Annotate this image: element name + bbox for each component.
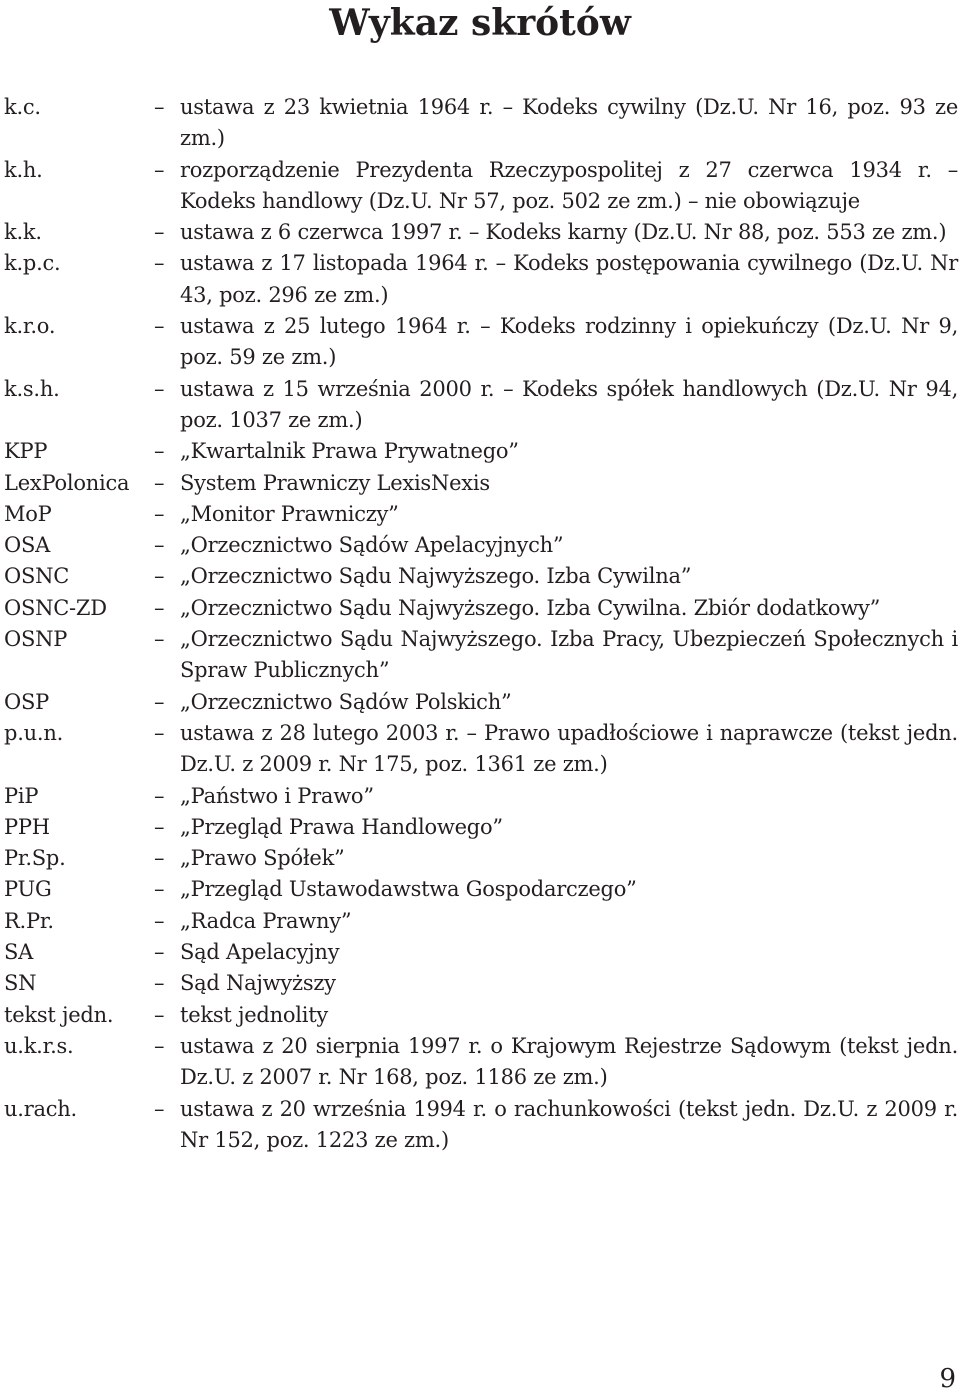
- abbreviation-definition: ustawa z 28 lutego 2003 r. – Prawo upadłościowe i naprawcze (tekst jedn. Dz.U. z 2009 r. Nr 175, poz. 1361 ze zm.): [180, 720, 958, 777]
- abbreviation-entry: [4, 843, 958, 874]
- abbreviation-entry: [4, 593, 958, 624]
- dash-separator: –: [154, 689, 165, 714]
- abbreviation-definition: ustawa z 20 września 1994 r. o rachunkowości (tekst jedn. Dz.U. z 2009 r. Nr 152, poz. 1223 ze zm.): [180, 1096, 958, 1152]
- abbreviation-definition: „Prawo Spółek”: [180, 846, 345, 871]
- abbreviation-entry: [4, 968, 958, 999]
- abbreviation: MoP: [4, 501, 52, 526]
- abbreviation-definition: Sąd Najwyższy: [180, 971, 336, 996]
- abbreviation-definition: ustawa z 15 września 2000 r. – Kodeks spółek handlowych (Dz.U. Nr 94, poz. 1037 ze zm.): [180, 376, 958, 432]
- page-title: Wykaz skrótów: [329, 2, 631, 44]
- abbreviation-entry: [4, 436, 958, 467]
- abbreviation-definition: ustawa z 25 lutego 1964 r. – Kodeks rodzinny i opiekuńczy (Dz.U. Nr 9, poz. 59 ze zm.): [180, 314, 958, 370]
- abbreviation: k.r.o.: [4, 314, 56, 339]
- dash-separator: –: [154, 814, 165, 839]
- abbreviation: OSNC-ZD: [4, 595, 107, 620]
- abbreviation-entry: [4, 906, 958, 937]
- abbreviation-entry: [4, 812, 958, 843]
- abbreviation: OSNP: [4, 627, 68, 652]
- dash-separator: –: [154, 220, 165, 245]
- abbreviation-entry: [4, 374, 958, 437]
- dash-separator: –: [154, 157, 165, 182]
- abbreviation: SA: [4, 940, 34, 965]
- abbreviation-definition: ustawa z 6 czerwca 1997 r. – Kodeks karny (Dz.U. Nr 88, poz. 553 ze zm.): [180, 220, 947, 245]
- dash-separator: –: [154, 1096, 165, 1121]
- abbreviation-list: [4, 92, 958, 1156]
- abbreviation: u.rach.: [4, 1096, 77, 1121]
- dash-separator: –: [154, 439, 165, 464]
- abbreviation-definition: tekst jednolity: [180, 1002, 329, 1027]
- dash-separator: –: [154, 908, 165, 933]
- abbreviation: PPH: [4, 814, 50, 839]
- abbreviation-entry: [4, 468, 958, 499]
- abbreviation-entry: [4, 1094, 958, 1157]
- abbreviation-definition: „Orzecznictwo Sądu Najwyższego. Izba Pracy, Ubezpieczeń Społecznych i Spraw Publicznych”: [180, 627, 958, 683]
- abbreviation-definition: „Orzecznictwo Sądu Najwyższego. Izba Cywilna. Zbiór dodatkowy”: [180, 595, 881, 620]
- abbreviation-entry: [4, 781, 958, 812]
- abbreviation: k.c.: [4, 95, 41, 119]
- abbreviation-definition: „Radca Prawny”: [180, 908, 352, 933]
- dash-separator: –: [154, 314, 165, 339]
- abbreviation: tekst jedn.: [4, 1002, 114, 1027]
- abbreviation: KPP: [4, 439, 48, 464]
- abbreviation-entry: [4, 248, 958, 311]
- abbreviation: SN: [4, 971, 37, 996]
- abbreviation: k.k.: [4, 220, 42, 245]
- abbreviation: OSNC: [4, 564, 70, 589]
- abbreviation-definition: „Orzecznictwo Sądu Najwyższego. Izba Cywilna”: [180, 564, 692, 589]
- abbreviation-entry: [4, 155, 958, 218]
- abbreviation-definition: „Orzecznictwo Sądów Polskich”: [180, 689, 512, 714]
- dash-separator: –: [154, 783, 165, 808]
- abbreviation-definition: Sąd Apelacyjny: [180, 940, 340, 965]
- dash-separator: –: [154, 971, 165, 996]
- abbreviation-definition: ustawa z 17 listopada 1964 r. – Kodeks postępowania cywilnego (Dz.U. Nr 43, poz. 296 ze zm.): [180, 251, 958, 307]
- abbreviation-entry: [4, 687, 958, 718]
- dash-separator: –: [154, 1033, 165, 1058]
- abbreviation: PUG: [4, 877, 52, 902]
- dash-separator: –: [154, 564, 165, 589]
- abbreviation: p.u.n.: [4, 720, 64, 745]
- abbreviation-entry: [4, 311, 958, 374]
- abbreviation-definition: „Monitor Prawniczy”: [180, 501, 399, 526]
- abbreviation-definition: „Kwartalnik Prawa Prywatnego”: [180, 439, 519, 464]
- abbreviation-definition: „Państwo i Prawo”: [180, 783, 374, 808]
- abbreviation-definition: „Orzecznictwo Sądów Apelacyjnych”: [180, 533, 564, 558]
- dash-separator: –: [154, 501, 165, 526]
- abbreviation-entry: [4, 718, 958, 781]
- dash-separator: –: [154, 1002, 165, 1027]
- abbreviation-definition: System Prawniczy LexisNexis: [180, 470, 490, 495]
- abbreviation-entry: [4, 874, 958, 905]
- abbreviation: Pr.Sp.: [4, 846, 66, 871]
- dash-separator: –: [154, 720, 165, 745]
- dash-separator: –: [154, 877, 165, 902]
- abbreviation-entry: [4, 92, 958, 155]
- abbreviation: PiP: [4, 783, 39, 808]
- abbreviation-entry: [4, 499, 958, 530]
- abbreviation: R.Pr.: [4, 908, 54, 933]
- abbreviation: u.k.r.s.: [4, 1033, 74, 1058]
- dash-separator: –: [154, 595, 165, 620]
- abbreviation-definition: ustawa z 23 kwietnia 1964 r. – Kodeks cywilny (Dz.U. Nr 16, poz. 93 ze zm.): [180, 95, 958, 151]
- abbreviation-entry: [4, 1000, 958, 1031]
- dash-separator: –: [154, 470, 165, 495]
- abbreviation-entry: [4, 217, 958, 248]
- dash-separator: –: [154, 533, 165, 558]
- abbreviation: k.h.: [4, 157, 43, 182]
- abbreviation-entry: [4, 1031, 958, 1094]
- dash-separator: –: [154, 627, 165, 652]
- abbreviation-definition: ustawa z 20 sierpnia 1997 r. o Krajowym Rejestrze Sądowym (tekst jedn. Dz.U. z 2007 r. Nr 168, poz. 1186 ze zm.): [180, 1033, 958, 1090]
- abbreviation-definition: „Przegląd Prawa Handlowego”: [180, 814, 503, 839]
- abbreviation-definition: „Przegląd Ustawodawstwa Gospodarczego”: [180, 877, 637, 902]
- abbreviation-entry: [4, 937, 958, 968]
- abbreviation-entry: [4, 624, 958, 687]
- abbreviation-definition: rozporządzenie Prezydenta Rzeczypospolitej z 27 czerwca 1934 r. – Kodeks handlowy (Dz.U. Nr 57, poz. 502 ze zm.) – nie obowiązuje: [180, 157, 958, 213]
- abbreviation: k.s.h.: [4, 376, 60, 401]
- dash-separator: –: [154, 940, 165, 965]
- abbreviation-entry: [4, 561, 958, 592]
- dash-separator: –: [154, 846, 165, 871]
- abbreviation: OSP: [4, 689, 49, 714]
- abbreviation: OSA: [4, 533, 51, 558]
- dash-separator: –: [154, 251, 165, 276]
- dash-separator: –: [154, 376, 165, 401]
- abbreviation: LexPolonica: [4, 470, 130, 495]
- abbreviation-entry: [4, 530, 958, 561]
- dash-separator: –: [154, 95, 165, 119]
- abbreviation: k.p.c.: [4, 251, 61, 276]
- page-number: 9: [939, 1364, 956, 1394]
